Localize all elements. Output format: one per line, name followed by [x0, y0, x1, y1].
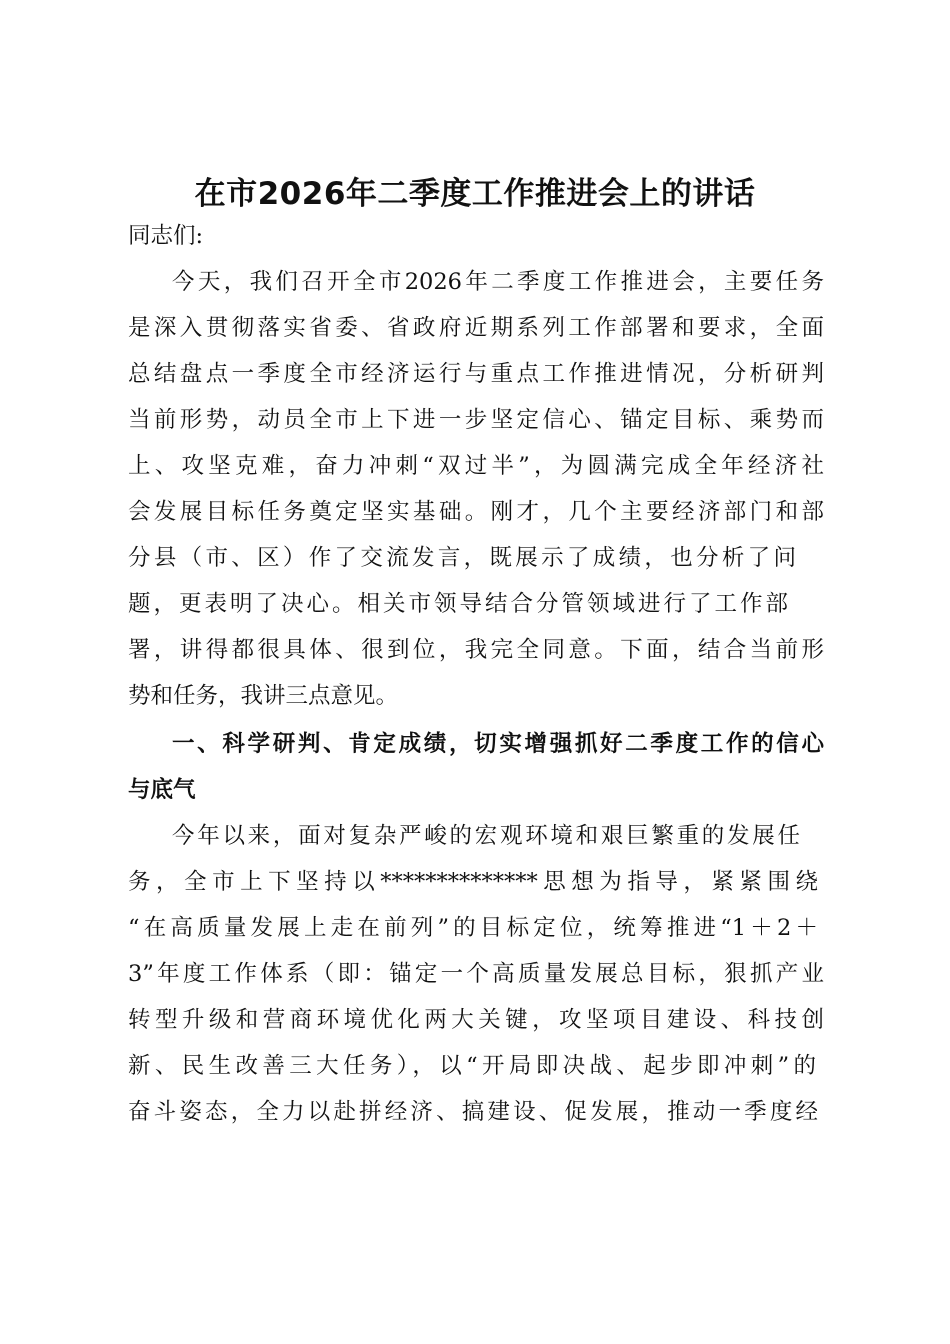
paragraph-line: 当前形势，动员全市上下进一步坚定信心、锚定目标、乘势而 [128, 407, 824, 433]
paragraph-line: 今天，我们召开全市2026年二季度工作推进会，主要任务 [172, 269, 824, 295]
paragraph-line: 署，讲得都很具体、很到位，我完全同意。下面，结合当前形 [128, 637, 824, 663]
paragraph-line: 势和任务，我讲三点意见。 [128, 683, 399, 709]
paragraph-line: 上、攻坚克难，奋力冲刺“双过半”，为圆满完成全年经济社 [128, 453, 824, 479]
section-heading: 一、科学研判、肯定成绩，切实增强抓好二季度工作的信心 [172, 731, 824, 757]
document-title: 在市2026年二季度工作推进会上的讲话 [194, 176, 756, 212]
salutation: 同志们: [128, 223, 204, 249]
paragraph-line: 今年以来，面对复杂严峻的宏观环境和艰巨繁重的发展任 [172, 823, 800, 849]
paragraph-line: 新、民生改善三大任务），以“开局即决战、起步即冲刺”的 [128, 1053, 816, 1079]
paragraph-line: 总结盘点一季度全市经济运行与重点工作推进情况，分析研判 [128, 361, 824, 387]
paragraph-line: 3”年度工作体系（即：锚定一个高质量发展总目标，狠抓产业 [128, 961, 824, 987]
paragraph-line: 会发展目标任务奠定坚实基础。刚才，几个主要经济部门和部 [128, 499, 824, 525]
paragraph-line: 奋斗姿态，全力以赴拼经济、搞建设、促发展，推动一季度经 [128, 1099, 818, 1125]
paragraph-line: 务，全市上下坚持以**************思想为指导，紧紧围绕 [128, 869, 818, 895]
section-heading: 与底气 [128, 777, 196, 803]
paragraph-line: “在高质量发展上走在前列”的目标定位，统筹推进“1＋2＋ [128, 915, 818, 941]
paragraph-line: 分县（市、区）作了交流发言，既展示了成绩，也分析了问 [128, 545, 796, 571]
paragraph-line: 是深入贯彻落实省委、省政府近期系列工作部署和要求，全面 [128, 315, 824, 341]
paragraph-line: 题，更表明了决心。相关市领导结合分管领域进行了工作部 [128, 591, 788, 617]
paragraph-line: 转型升级和营商环境优化两大关键，攻坚项目建设、科技创 [128, 1007, 824, 1033]
